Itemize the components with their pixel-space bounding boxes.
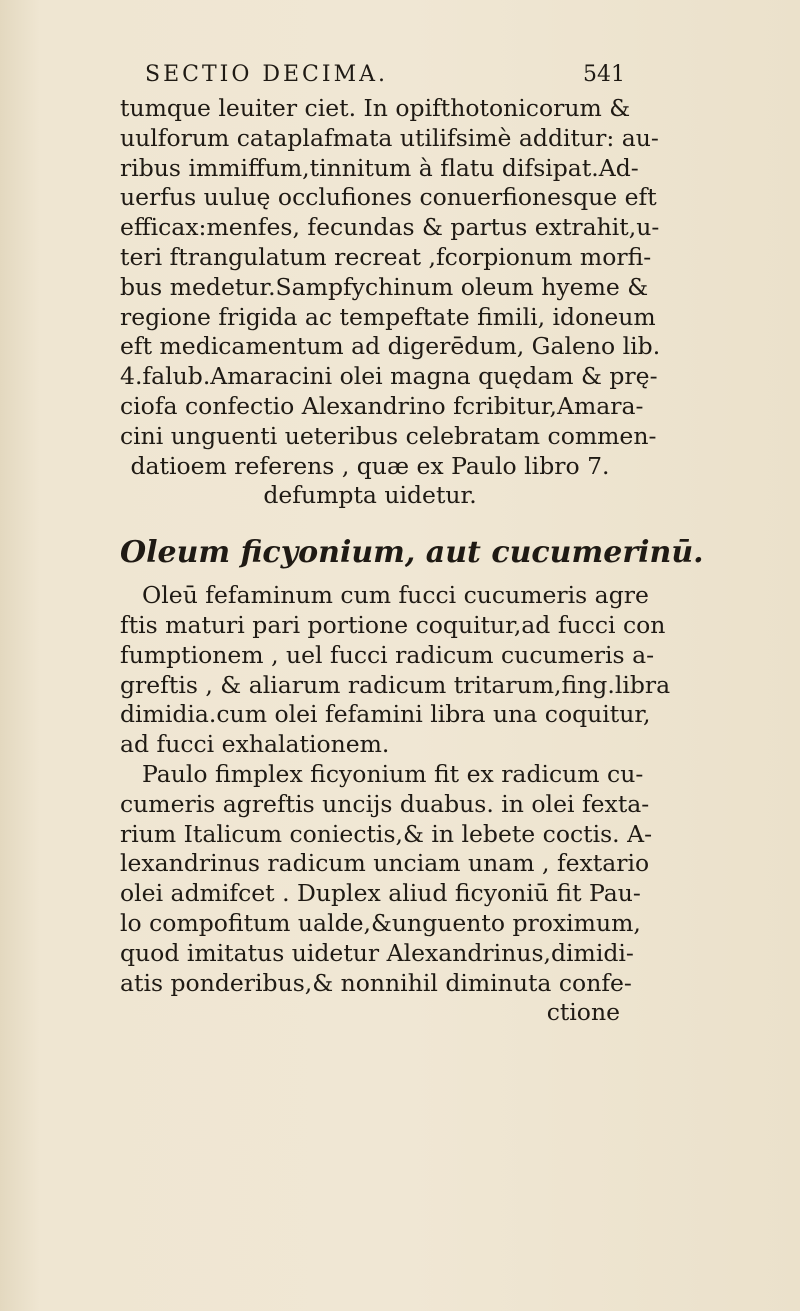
text-line: cini unguenti ueteribus celebratam commen-: [120, 421, 657, 450]
text-line: Oleū fefaminum cum fucci cucumeris agre: [142, 581, 649, 610]
text-line: ribus immiffum,tinnitum à flatu difsipat.Ad-: [120, 153, 639, 182]
text-line: bus medetur.Sampfychinum oleum hyeme &: [120, 272, 649, 301]
text-line: ad fucci exhalationem.: [120, 730, 390, 759]
text-line: greftis , & aliarum radicum tritarum,fing.libra: [120, 670, 671, 699]
text-line: cumeris agreftis uncijs duabus. in olei fexta-: [120, 789, 650, 818]
text-line: lexandrinus radicum unciam unam , fextario: [120, 849, 650, 878]
paragraph-2: [120, 581, 671, 760]
text-line: defumpta uidetur.: [263, 481, 477, 510]
section-heading: Oleum ficyonium, aut cucumerinū.: [120, 535, 704, 571]
body-text: [120, 94, 704, 1028]
text-line: olei admifcet . Duplex aliud ficyoniū fit Pau-: [120, 879, 641, 908]
text-line: fumptionem , uel fucci radicum cucumeris a-: [120, 640, 655, 669]
text-line: dimidia.cum olei fefamini libra una coquitur,: [120, 700, 651, 729]
section-title: SECTIO DECIMA.: [145, 62, 388, 87]
text-line: atis ponderibus,& nonnihil diminuta confe-: [120, 968, 632, 997]
text-line: ciofa confectio Alexandrino fcribitur,Amara-: [120, 391, 644, 420]
text-line: eft medicamentum ad digerēdum, Galeno lib.: [120, 332, 661, 361]
text-line: datioem referens , quæ ex Paulo libro 7.: [130, 451, 610, 480]
text-line: uulforum cataplafmata utilifsimè additur: au-: [120, 123, 659, 152]
text-line: quod imitatus uidetur Alexandrinus,dimidi-: [120, 938, 634, 967]
text-line: rium Italicum coniectis,& in lebete coctis. A-: [120, 819, 653, 848]
text-line: ftis maturi pari portione coquitur,ad fucci con: [120, 610, 666, 639]
catchword: ctione: [546, 998, 620, 1027]
running-head: [120, 62, 625, 92]
text-line: efficax:menfes, fecundas & partus extrahit,u-: [120, 213, 660, 242]
text-line: tumque leuiter ciet. In opifthotonicorum &: [120, 94, 631, 122]
text-line: teri ftrangulatum recreat ,fcorpionum morfi-: [120, 242, 652, 271]
text-line: regione frigida ac tempeftate fimili, idoneum: [120, 302, 656, 331]
text-line: uerfus uuluę occlufiones conuerfionesque eft: [120, 183, 657, 212]
paragraph-3: [120, 759, 653, 1028]
text-line: 4.falub.Amaracini olei magna quędam & prę-: [120, 362, 658, 391]
page-number: 541: [583, 62, 625, 87]
text-line: lo compofitum ualde,&unguento proximum,: [120, 908, 641, 937]
paragraph-1: [120, 94, 661, 511]
text-line: Paulo fimplex ficyonium fit ex radicum cu-: [142, 759, 644, 788]
